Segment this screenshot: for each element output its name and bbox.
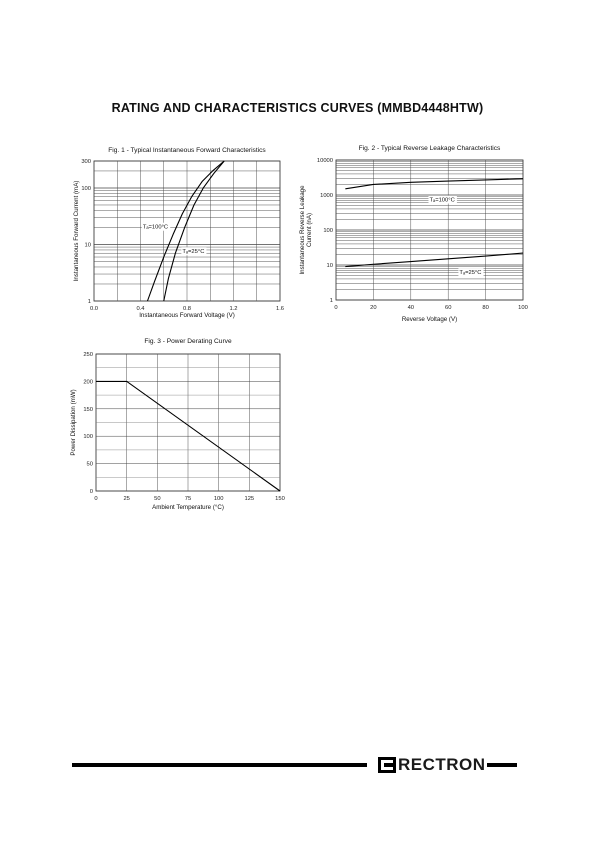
x-tick-label: 40 <box>407 305 415 311</box>
chart-title: Fig. 1 - Typical Instantaneous Forward Characteristics <box>108 147 266 154</box>
x-tick-label: 25 <box>123 496 130 502</box>
logo-text: RECTRON <box>398 755 486 774</box>
x-tick-label: 0 <box>334 305 338 311</box>
x-tick-label: 0.4 <box>136 306 145 312</box>
rectron-logo <box>378 754 486 776</box>
x-axis-label: Reverse Voltage (V) <box>401 316 458 323</box>
y-tick-label: 100 <box>83 434 93 441</box>
x-tick-label: 1.6 <box>275 306 285 312</box>
y-tick-label: 10000 <box>316 158 333 164</box>
y-tick-label: 100 <box>323 228 333 234</box>
y-axis-label: Instantaneous Reverse Leakage <box>299 185 306 275</box>
fig1-chart <box>70 140 290 325</box>
series-annotation-1: Tₐ=100°C <box>429 197 455 204</box>
x-axis-label: Ambient Temperature (°C) <box>152 504 224 511</box>
y-axis-label: Power Dissipation (mW) <box>70 389 77 456</box>
fig2-chart <box>296 140 536 325</box>
x-tick-label: 0.0 <box>89 306 99 312</box>
y-tick-label: 0 <box>89 489 93 495</box>
x-tick-label: 0 <box>94 496 98 502</box>
y-axis-label: Instantaneous Forward Current (mA) <box>73 180 80 282</box>
x-tick-label: 20 <box>370 305 377 311</box>
x-tick-label: 100 <box>518 305 528 311</box>
page-title: RATING AND CHARACTERISTICS CURVES (MMBD4448HTW) <box>111 101 484 115</box>
x-tick-label: 1.2 <box>229 306 238 312</box>
x-axis-label: Instantaneous Forward Voltage (V) <box>139 312 235 319</box>
y-tick-label: 1 <box>87 299 91 305</box>
x-tick-label: 75 <box>184 496 192 502</box>
y-tick-label: 200 <box>83 379 93 386</box>
chart-title: Fig. 2 - Typical Reverse Leakage Characteristics <box>358 145 501 152</box>
chart-title: Fig. 3 - Power Derating Curve <box>144 338 232 345</box>
y-tick-label: 1000 <box>320 193 333 199</box>
x-tick-label: 80 <box>482 305 489 311</box>
y-tick-label: 1 <box>329 298 333 304</box>
x-tick-label: 150 <box>275 496 285 502</box>
y-tick-label: 300 <box>81 159 91 165</box>
x-tick-label: 125 <box>244 496 255 502</box>
y-tick-label: 150 <box>83 406 93 413</box>
footer-rule-right <box>487 763 517 767</box>
series-annotation-2: Tₐ=25°C <box>459 270 482 277</box>
footer-rule-left <box>72 763 367 767</box>
y-axis-label: Current (nA) <box>306 212 313 248</box>
y-tick-label: 250 <box>83 352 93 358</box>
series-annotation-2: Tₐ=25°C <box>182 249 205 256</box>
fig3-chart <box>66 334 290 514</box>
x-tick-label: 0.8 <box>182 306 192 312</box>
y-tick-label: 50 <box>86 461 93 468</box>
x-tick-label: 60 <box>444 305 452 311</box>
series-annotation-1: Tₐ=100°C <box>142 224 169 231</box>
rectron-logo-icon <box>378 757 396 773</box>
y-tick-label: 100 <box>81 185 91 192</box>
x-tick-label: 50 <box>154 496 161 502</box>
x-tick-label: 100 <box>213 496 224 502</box>
y-tick-label: 10 <box>326 263 333 269</box>
y-tick-label: 10 <box>84 242 91 249</box>
